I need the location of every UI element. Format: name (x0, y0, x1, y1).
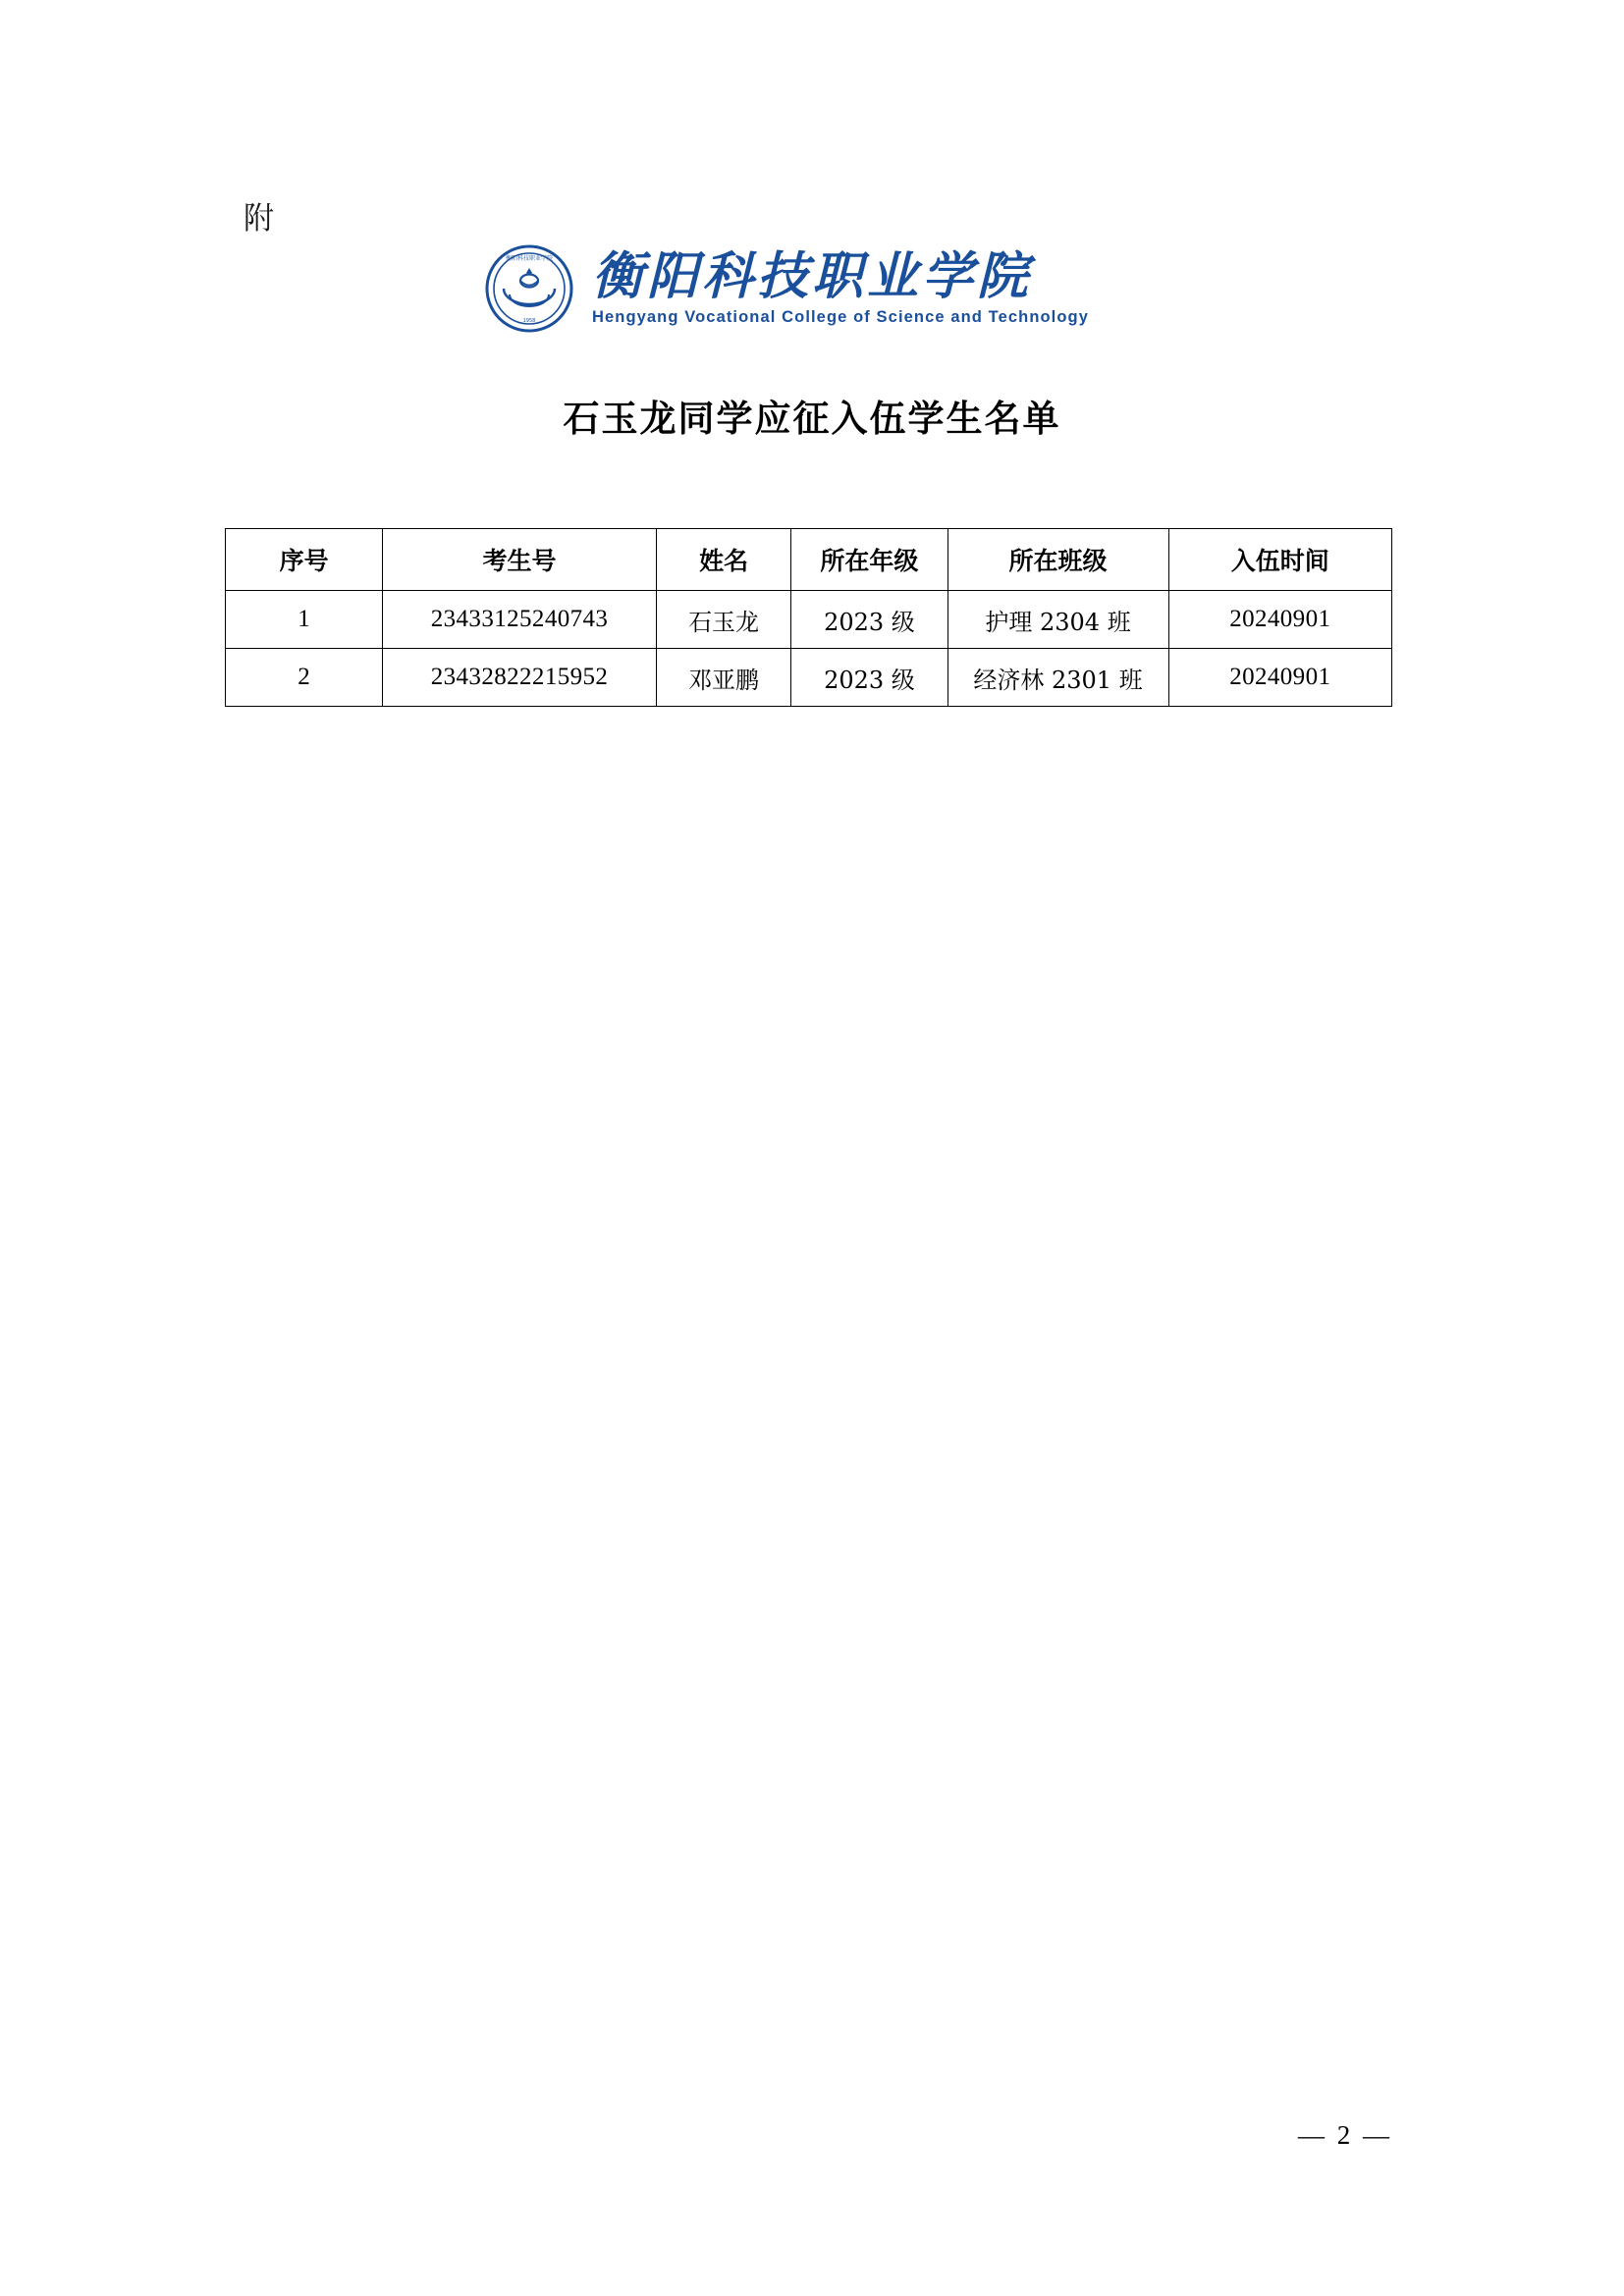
page-title: 石玉龙同学应征入伍学生名单 (563, 397, 1061, 440)
cell-index: 1 (226, 591, 383, 649)
cell-grade: 2023 级 (791, 591, 947, 649)
cell-exam-id: 23433125240743 (383, 591, 657, 649)
cell-name: 邓亚鹏 (656, 649, 791, 707)
table-header-row (226, 529, 1392, 591)
roster-table-container (225, 528, 1392, 707)
column-header-grade: 所在年级 (791, 529, 947, 591)
table-row (226, 649, 1392, 707)
svg-text:衡阳科技职业学院: 衡阳科技职业学院 (505, 255, 553, 262)
cell-enlist-date: 20240901 (1168, 591, 1391, 649)
college-crest-icon (484, 243, 574, 334)
cell-class: 护理 2304 班 (947, 591, 1168, 649)
cell-enlist-date: 20240901 (1168, 649, 1391, 707)
column-header-name: 姓名 (656, 529, 791, 591)
college-wordmark (591, 246, 1089, 327)
column-header-exam-id: 考生号 (383, 529, 657, 591)
column-header-enlist-date: 入伍时间 (1168, 529, 1391, 591)
table-row (226, 591, 1392, 649)
letterhead (0, 243, 1624, 334)
cell-class: 经济林 2301 班 (947, 649, 1168, 707)
column-header-index: 序号 (226, 529, 383, 591)
cell-name: 石玉龙 (656, 591, 791, 649)
page-number: — 2 — (1298, 2120, 1392, 2150)
cell-index: 2 (226, 649, 383, 707)
roster-table (225, 528, 1392, 707)
svg-text:1958: 1958 (522, 318, 536, 324)
cell-exam-id: 23432822215952 (383, 649, 657, 707)
cell-grade: 2023 级 (791, 649, 947, 707)
college-name-cn: 衡阳科技职业学院 (591, 246, 1032, 307)
attachment-marker: 附 (244, 201, 275, 237)
column-header-class: 所在班级 (947, 529, 1168, 591)
college-name-en: Hengyang Vocational College of Science and Technology (591, 307, 1089, 326)
